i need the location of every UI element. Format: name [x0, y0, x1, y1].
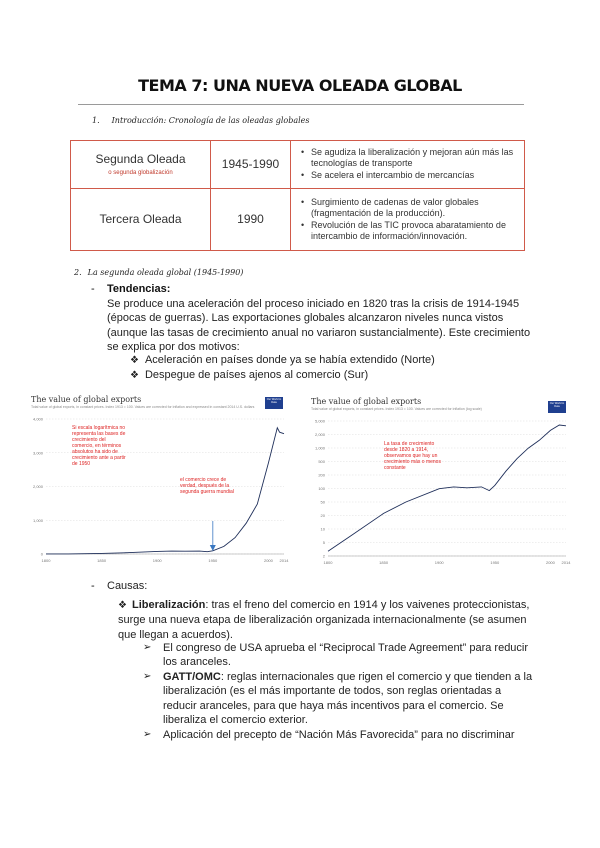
list-item: • Revolución de las TIC provoca abaratamiento de intercambio de información/innovación.: [301, 220, 518, 242]
y-tick-label: 2,000: [32, 484, 43, 489]
y-tick-label: 10: [320, 526, 325, 532]
y-tick-label: 50: [320, 499, 325, 505]
liberalizacion-title: Liberalización: [131, 599, 206, 611]
y-tick-label: 3,000: [32, 450, 43, 456]
wave-note: o segunda globalización: [108, 170, 173, 177]
list-item: [130, 369, 368, 381]
tendencias-paragraph: Se produce una aceleración del proceso iniciado en 1820 tras la crisis de 1914-1945 (épocas de guerras). Las exportaciones globales alcanzaron niveles nunca vistos (aunque las tasas de crecimiento anual no variaron sustancialmente). Este crecimiento se explica por dos motivos:: [107, 298, 531, 353]
wave-name: Tercera Oleada: [99, 212, 182, 227]
wave-name: Segunda Oleada: [95, 152, 186, 167]
bullet-text: Despegue de países ajenos al comercio (Sur): [144, 369, 369, 381]
chart-subtitle: Total value of global exports, in constant prices. Index 1913 = 100. Values are corrected for inflation (log scale): [311, 407, 482, 411]
chronology-table: [70, 140, 525, 251]
liberalizacion-text: : tras el freno del comercio en 1914 y los vaivenes proteccionistas, surge una nueva etapa de liberalización organizada internacionalmente (se asumen que llegan a acuerdos).: [118, 599, 530, 641]
title-divider: [78, 104, 524, 105]
arrow-icon: ➢: [143, 671, 152, 682]
list-item: [143, 641, 533, 670]
x-tick-label: 2014: [279, 558, 289, 563]
chart-annotation: el comercio crece de verdad, después de la segunda guerra mundial: [180, 477, 234, 495]
item-text: Aplicación del precepto de “Nación Más Favorecida” para no discriminar: [163, 729, 515, 741]
x-tick-label: 1900: [434, 560, 444, 565]
y-tick-label: 5: [322, 540, 325, 545]
y-tick-label: 200: [318, 472, 325, 478]
section-2-heading: [74, 268, 243, 277]
table-row: [71, 141, 525, 189]
x-tick-label: 1850: [379, 560, 389, 565]
chart-title: The value of global exports: [311, 397, 422, 406]
description-cell: [291, 188, 525, 250]
tendencias-title: Tendencias:: [107, 283, 171, 295]
section-1-number: 1.: [92, 116, 100, 125]
section-2-label: La segunda oleada global (1945-1990): [87, 268, 244, 277]
item-bold: GATT/OMC: [163, 671, 221, 683]
dash-bullet: -: [91, 283, 95, 295]
x-tick-label: 1950: [490, 560, 500, 565]
section-1-heading: [92, 116, 309, 125]
x-tick-label: 1800: [41, 558, 51, 563]
period-cell: 1945-1990: [211, 141, 291, 189]
list-item: [130, 354, 435, 366]
chart-annotation: Si escala logarítmica no representa las bases de crecimiento del comercio, en términos absolutos ha sido de crecimiento ante a partir de 1950: [72, 425, 126, 467]
section-1-label: Introducción: Cronología de las oleadas globales: [111, 116, 310, 125]
x-tick-label: 1950: [208, 558, 218, 563]
list-item: • Se agudiza la liberalización y mejoran aún más las tecnologías de transporte: [301, 147, 518, 169]
wave-cell: [71, 141, 211, 189]
chart-subtitle: Total value of global exports, in constant prices. Index 1913 = 100. Values are corrected for inflation and expressed in constant 2014 U.S. dollars: [31, 405, 255, 409]
diamond-icon: ❖: [130, 370, 139, 381]
y-tick-label: 1,000: [314, 445, 325, 451]
list-item: • Surgimiento de cadenas de valor globales (fragmentación de la producción).: [301, 197, 518, 219]
liberalizacion-paragraph: [118, 598, 538, 642]
list-item: [143, 728, 533, 742]
list-item: • Se acelera el intercambio de mercancías: [301, 170, 518, 181]
y-tick-label: 100: [318, 486, 325, 491]
y-tick-label: 20: [320, 513, 325, 518]
x-tick-label: 1900: [152, 558, 162, 563]
arrow-icon: ➢: [143, 729, 152, 740]
y-tick-label: 2,000: [314, 432, 325, 437]
period-cell: 1990: [211, 188, 291, 250]
item-text: : reglas internacionales que rigen el comercio y que tienden a la liberalización (es el más importante de todos, son reglas orientadas a reducir aranceles, para que haya más incentivos para el comercio. Se liberaliza el comercio exterior.: [163, 671, 533, 726]
page-title: TEMA 7: UNA NUEVA OLEADA GLOBAL: [138, 76, 462, 95]
chart-annotation: La tasa de crecimiento desde 1820 a 1914, observamos que hay un crecimiento más o menos constante: [384, 441, 441, 471]
chart-title: The value of global exports: [31, 395, 142, 404]
section-2-number: 2.: [74, 268, 82, 277]
chart-plot: [308, 395, 578, 575]
y-tick-label: 500: [318, 459, 325, 464]
owid-logo-icon: Our World in Data: [548, 401, 566, 413]
list-item: [143, 670, 533, 727]
y-tick-label: 5,000: [314, 418, 325, 424]
exports-chart-log: [308, 395, 578, 575]
y-tick-label: 0: [40, 551, 43, 557]
x-tick-label: 2014: [561, 560, 571, 565]
x-tick-label: 1800: [323, 560, 333, 565]
exports-chart-linear: [28, 393, 296, 573]
causas-label: Causas:: [107, 580, 148, 592]
table-row: [71, 188, 525, 250]
x-tick-label: 2000: [263, 558, 273, 563]
y-tick-label: 1,000: [32, 517, 43, 523]
x-tick-label: 2000: [545, 560, 555, 565]
wave-cell: [71, 188, 211, 250]
dash-bullet: -: [91, 580, 95, 592]
arrow-icon: ➢: [143, 642, 152, 653]
y-tick-label: 2: [322, 553, 325, 559]
item-text: El congreso de USA aprueba el “Reciprocal Trade Agreement” para reducir los aranceles.: [163, 642, 529, 669]
bullet-text: Aceleración en países donde ya se había extendido (Norte): [144, 354, 435, 366]
series-line: [328, 425, 566, 551]
x-tick-label: 1850: [97, 558, 107, 563]
description-cell: [291, 141, 525, 189]
diamond-icon: ❖: [118, 600, 127, 611]
chart-plot: [28, 393, 296, 573]
y-tick-label: 4,000: [32, 416, 43, 422]
diamond-icon: ❖: [130, 355, 139, 366]
owid-logo-icon: Our World in Data: [265, 397, 283, 409]
